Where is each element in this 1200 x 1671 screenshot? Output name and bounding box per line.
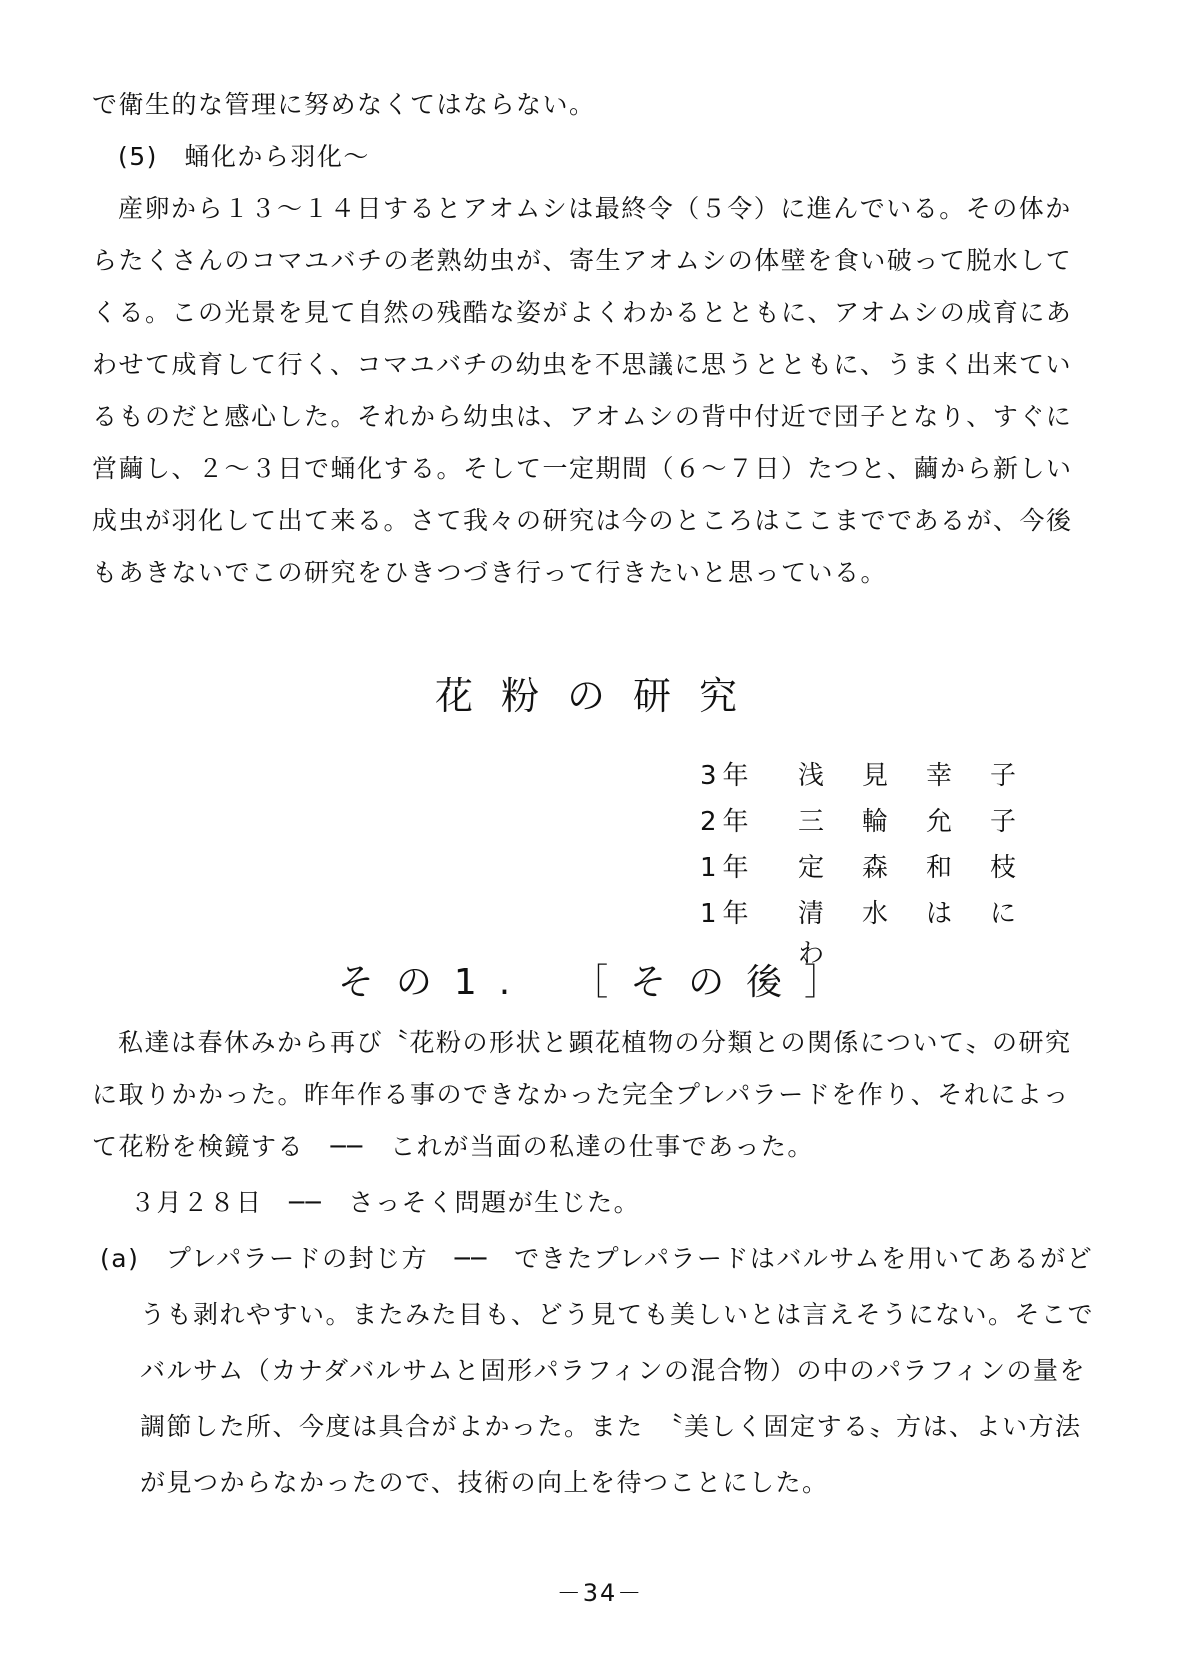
text-line: 成虫が羽化して出て来る。さて我々の研究は今のところはここまでであるが、今後	[92, 506, 1073, 535]
text-line: に取りかかった。昨年作る事のできなかった完全プレパラードを作り、それによっ	[92, 1080, 1070, 1109]
article-title: 花粉の研究	[434, 674, 765, 718]
text-line: 私達は春休みから再び〝花粉の形状と顕花植物の分類との関係について〟の研究	[118, 1028, 1072, 1057]
text-line: らたくさんのコマユバチの老熟幼虫が、寄生アオムシの体壁を食い破って脱水して	[92, 246, 1073, 275]
text-line: るものだと感心した。それから幼虫は、アオムシの背中付近で団子となり、すぐに	[92, 402, 1073, 431]
author-grade: 1年	[700, 853, 755, 883]
author-name: 清水はにわ	[798, 899, 1055, 969]
author-name: 定森和枝	[798, 853, 1055, 883]
text-line: わせて成育して行く、コマユバチの幼虫を不思議に思うとともに、うまく出来てい	[92, 350, 1073, 379]
text-line: くる。この光景を見て自然の残酷な姿がよくわかるとともに、アオムシの成育にあ	[92, 298, 1073, 327]
author-name: 浅見幸子	[798, 761, 1055, 791]
text-line: (a) プレパラードの封じ方 ── できたプレパラードはバルサムを用いてあるがど	[100, 1244, 1094, 1273]
author-name: 三輪允子	[798, 807, 1055, 837]
text-line: 営繭し、２〜３日で蛹化する。そして一定期間（６〜７日）たつと、繭から新しい	[92, 454, 1073, 483]
page-number: －34－	[556, 1579, 644, 1607]
text-line: 調節した所、今度は具合がよかった。また 〝美しく固定する〟方は、よい方法	[140, 1412, 1082, 1441]
text-line: で衛生的な管理に努めなくてはならない。	[92, 90, 596, 119]
author-row	[700, 756, 1055, 796]
section-subtitle: その1. ［その後］	[337, 962, 863, 1003]
text-line: 産卵から１３〜１４日するとアオムシは最終令（５令）に進んでいる。その体か	[118, 194, 1072, 223]
text-line: ３月２８日 ── さっそく問題が生じた。	[130, 1188, 641, 1217]
text-line: うも剥れやすい。またみた目も、どう見ても美しいとは言えそうにない。そこで	[140, 1300, 1095, 1329]
author-grade: 1年	[700, 899, 755, 929]
text-line: が見つからなかったので、技術の向上を待つことにした。	[140, 1468, 829, 1497]
text-line: もあきないでこの研究をひきつづき行って行きたいと思っている。	[92, 558, 888, 587]
author-row	[700, 848, 1055, 888]
author-row	[700, 802, 1055, 842]
section-heading: (5) 蛹化から羽化〜	[118, 142, 370, 171]
text-line: て花粉を検鏡する ── これが当面の私達の仕事であった。	[92, 1132, 814, 1161]
author-row	[700, 894, 1055, 969]
author-grade: 3年	[700, 761, 755, 791]
text-line: バルサム（カナダバルサムと固形パラフィンの混合物）の中のパラフィンの量を	[140, 1356, 1087, 1385]
author-grade: 2年	[700, 807, 755, 837]
